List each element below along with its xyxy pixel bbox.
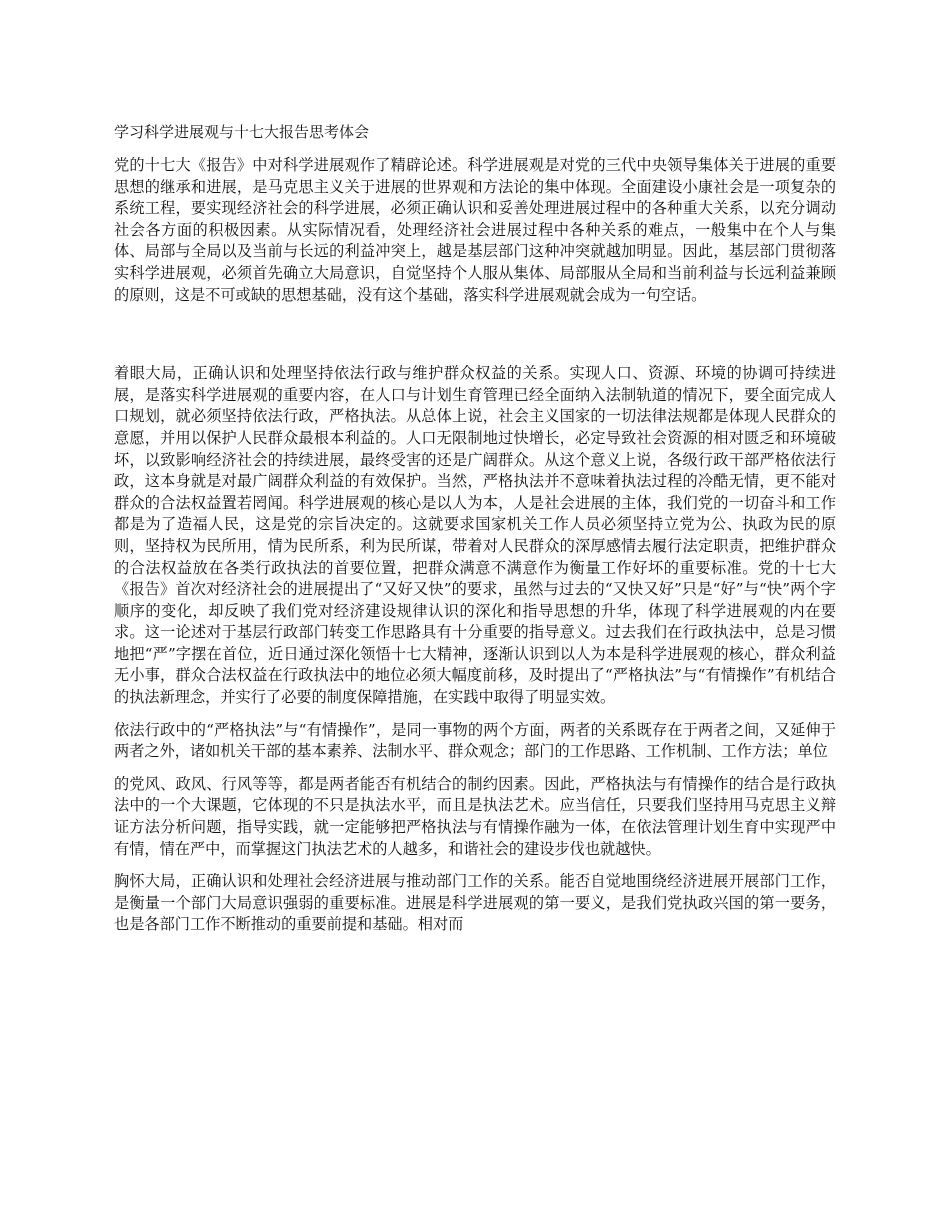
paragraph-intro: 党的十七大《报告》中对科学进展观作了精辟论述。科学进展观是对党的三代中央领导集体关于进展的重要思想的继承和进展，是马克思主义关于进展的世界观和方法论的集中体现。全面建设小康社会是一项复杂的系统工程，要实现经济社会的科学进展，必须正确认识和妥善处理进展过程中的各种重大关系，以充分调动社会各方面的积极因素。从实际情况看，处理经济社会进展过程中各种关系的难点，一般集中在个人与集体、局部与全局以及当前与长远的利益冲突上，越是基层部门这种冲突就越加明显。因此，基层部门贯彻落实科学进展观，必须首先确立大局意识，自觉坚持个人服从集体、局部服从全局和当前利益与长远利益兼顾的原则，这是不可或缺的思想基础，没有这个基础，落实科学进展观就会成为一句空话。 [114, 156, 836, 304]
document-page [114, 120, 836, 947]
paragraph-strict-and-caring: 依法行政中的“严格执法”与“有情操作”，是同一事物的两个方面，两者的关系既存在于两者之间，又延伸于两者之外，诸如机关干部的基本素养、法制水平、群众观念；部门的工作思路、工作机制、工作方法；单位 [114, 720, 836, 761]
paragraph-law-enforcement: 着眼大局，正确认识和处理坚持依法行政与维护群众权益的关系。实现人口、资源、环境的协调可持续进展，是落实科学进展观的重要内容，在人口与计划生育管理已经全面纳入法制轨道的情况下，要全面完成人口规划，就必须坚持依法行政，严格执法。从总体上说，社会主义国家的一切法律法规都是体现人民群众的意愿，并用以保护人民群众最根本利益的。人口无限制地过快增长，必定导致社会资源的相对匮乏和环境破坏，以致影响经济社会的持续进展，最终受害的还是广阔群众。从这个意义上说，各级行政干部严格依法行政，这本身就是对最广阔群众利益的有效保护。当然，严格执法并不意味着执法过程的冷酷无情，更不能对群众的合法权益置若罔闻。科学进展观的核心是以人为本，人是社会进展的主体，我们党的一切奋斗和工作都是为了造福人民，这是党的宗旨决定的。这就要求国家机关工作人员必须坚持立党为公、执政为民的原则，坚持权为民所用，情为民所系，利为民所谋，带着对人民群众的深厚感情去履行法定职责，把维护群众的合法权益放在各类行政执法的首要位置，把群众满意不满意作为衡量工作好坏的重要标准。党的十七大《报告》首次对经济社会的进展提出了“又好又快”的要求，虽然与过去的“又快又好”只是“好”与“快”两个字顺序的变化，却反映了我们党对经济建设规律认识的深化和指导思想的升华，体现了科学进展观的内在要求。这一论述对于基层行政部门转变工作思路具有十分重要的指导意义。过去我们在行政执法中，总是习惯地把“严”字摆在首位，近日通过深化领悟十七大精神，逐渐认识到以人为本是科学进展观的核心，群众利益无小事，群众合法权益在行政执法中的地位必须大幅度前移，及时提出了“严格执法”与“有情操作”有机结合的执法新理念，并实行了必要的制度保障措施，在实践中取得了明显实效。 [114, 364, 836, 707]
paragraph-economic-development: 胸怀大局，正确认识和处理社会经济进展与推动部门工作的关系。能否自觉地围绕经济进展开展部门工作，是衡量一个部门大局意识强弱的重要标准。进展是科学进展观的第一要义，是我们党执政兴国的第一要务，也是各部门工作不断推动的重要前提和基础。相对而 [114, 872, 836, 934]
document-title: 学习科学进展观与十七大报告思考体会 [114, 123, 370, 141]
paragraph-enforcement-art: 的党风、政风、行风等等，都是两者能否有机结合的制约因素。因此，严格执法与有情操作的结合是行政执法中的一个大课题，它体现的不只是执法水平，而且是执法艺术。应当信任，只要我们坚持用马克思主义辩证方法分析问题，指导实践，就一定能够把严格执法与有情操作融为一体，在依法管理计划生育中实现严中有情，情在严中，而掌握这门执法艺术的人越多，和谐社会的建设步伐也就越快。 [114, 774, 836, 858]
